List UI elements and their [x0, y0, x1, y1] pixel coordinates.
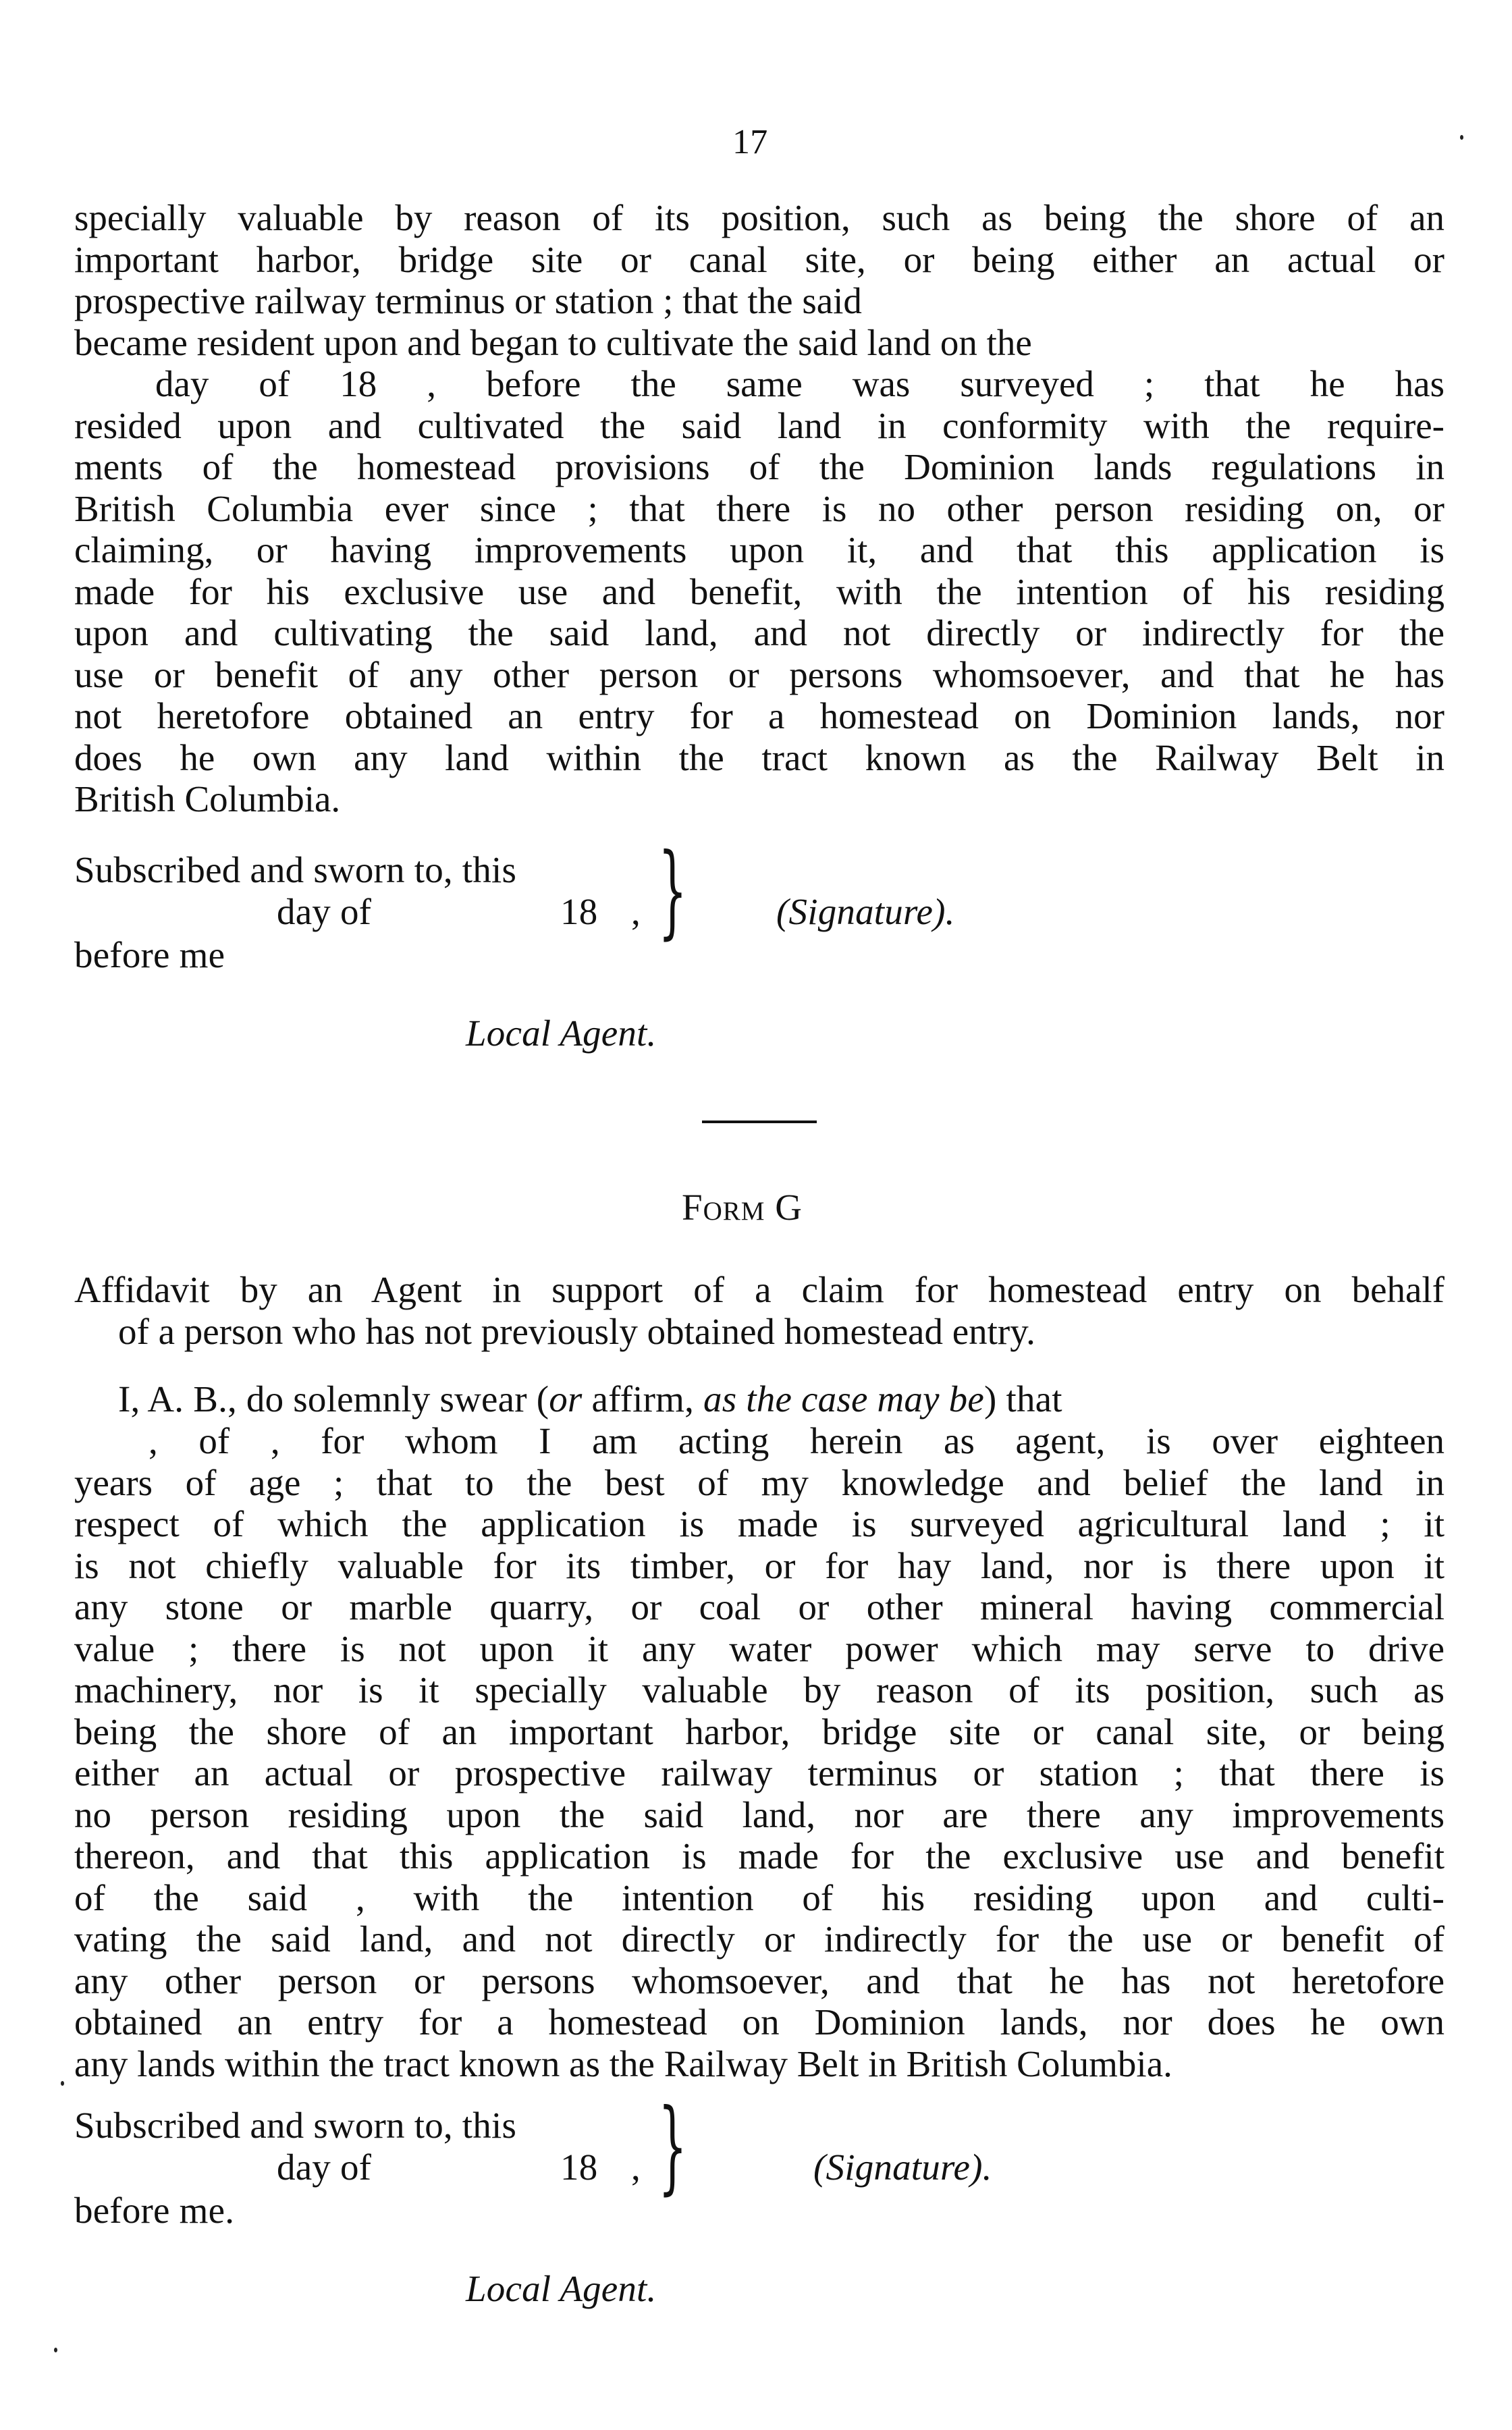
oath-subscribed-line: Subscribed and sworn to, this — [74, 849, 517, 890]
text-line: ments of the homestead provisions of the Dominion lands regulations in — [74, 446, 1444, 487]
oath-before-me: before me — [74, 934, 225, 975]
opening-affirm: affirm, — [582, 1378, 704, 1420]
text-line: day of 18 , before the same was surveyed ; that he has — [155, 363, 1444, 404]
section-divider — [702, 1120, 817, 1123]
text-line: machinery, nor is it specially valuable by reason of its position, such as — [74, 1669, 1444, 1710]
signature-label: (Signature). — [813, 2146, 992, 2188]
scan-speck — [61, 2081, 64, 2086]
text-line: resided upon and cultivated the said land in conformity with the require- — [74, 404, 1444, 446]
paragraph-continuation — [74, 197, 1444, 820]
text-line: years of age ; that to the best of my knowledge and belief the land in — [74, 1461, 1444, 1503]
text-line: no person residing upon the said land, nor are there any improvements — [74, 1793, 1444, 1835]
oath-comma: , — [631, 891, 641, 932]
oath-year: 18 — [560, 2146, 598, 2188]
text-line: British Columbia ever since ; that there is no other person residing on, or — [74, 487, 1444, 529]
text-line: British Columbia. — [74, 778, 341, 819]
affidavit-opening-line — [118, 1378, 1062, 1420]
text-line: not heretofore obtained an entry for a homestead on Dominion lands, nor — [74, 695, 1444, 736]
right-brace: } — [658, 2088, 687, 2205]
scan-speck — [54, 2348, 57, 2352]
text-line: specially valuable by reason of its position, such as being the shore of an — [74, 197, 1444, 238]
text-line: important harbor, bridge site or canal site, or being either an actual or — [74, 238, 1444, 280]
local-agent-label: Local Agent. — [466, 1013, 657, 1054]
heading-line: Affidavit by an Agent in support of a claim for homestead entry on behalf — [74, 1269, 1444, 1310]
right-brace: } — [658, 832, 687, 950]
text-line: prospective railway terminus or station ; that the said — [74, 280, 862, 321]
oath-before-me: before me. — [74, 2190, 235, 2231]
oath-day-of: day of — [277, 2146, 372, 2188]
opening-or: or — [549, 1378, 583, 1420]
text-line: made for his exclusive use and benefit, with the intention of his residing — [74, 570, 1444, 612]
text-line: upon and cultivating the said land, and not directly or indirectly for the — [74, 612, 1444, 653]
text-line: became resident upon and began to cultivate the said land on the — [74, 321, 1032, 363]
text-line: of the said , with the intention of his residing upon and culti- — [74, 1877, 1444, 1918]
text-line: claiming, or having improvements upon it, and that this application is — [74, 529, 1444, 570]
oath-day-of: day of — [277, 891, 372, 932]
text-line: , of , for whom I am acting herein as agent, is over eighteen — [148, 1420, 1444, 1461]
text-line: any other person or persons whomsoever, and that he has not heretofore — [74, 1960, 1444, 2001]
oath-year: 18 — [560, 891, 598, 932]
opening-case: as the case may be — [703, 1378, 984, 1420]
oath-subscribed-line: Subscribed and sworn to, this — [74, 2105, 517, 2146]
text-line: respect of which the application is made is surveyed agricultural land ; it — [74, 1503, 1444, 1544]
text-line: value ; there is not upon it any water power which may serve to drive — [74, 1627, 1444, 1669]
oath-comma: , — [631, 2146, 641, 2188]
affidavit-body — [74, 1420, 1444, 2084]
affidavit-heading — [74, 1269, 1444, 1353]
form-title: Form G — [682, 1187, 803, 1228]
scan-speck — [1460, 135, 1463, 140]
text-line: thereon, and that this application is made for the exclusive use and benefit — [74, 1835, 1444, 1877]
text-line: either an actual or prospective railway terminus or station ; that there is — [74, 1752, 1444, 1793]
text-line: does he own any land within the tract known as the Railway Belt in — [74, 736, 1444, 778]
page-number: 17 — [732, 123, 768, 161]
text-line: use or benefit of any other person or persons whomsoever, and that he has — [74, 653, 1444, 695]
signature-label: (Signature). — [776, 891, 955, 932]
opening-suffix: ) that — [984, 1378, 1062, 1420]
text-line: any stone or marble quarry, or coal or other mineral having commercial — [74, 1586, 1444, 1627]
opening-prefix: I, A. B., do solemnly swear ( — [118, 1378, 549, 1420]
text-line: vating the said land, and not directly or indirectly for the use or benefit of — [74, 1918, 1444, 1960]
text-line: obtained an entry for a homestead on Dominion lands, nor does he own — [74, 2001, 1444, 2043]
heading-line: of a person who has not previously obtained homestead entry. — [118, 1311, 1035, 1352]
text-line: any lands within the tract known as the Railway Belt in British Columbia. — [74, 2043, 1172, 2084]
text-line: being the shore of an important harbor, bridge site or canal site, or being — [74, 1710, 1444, 1752]
local-agent-label: Local Agent. — [466, 2268, 657, 2309]
text-line: is not chiefly valuable for its timber, or for hay land, nor is there upon it — [74, 1544, 1444, 1586]
